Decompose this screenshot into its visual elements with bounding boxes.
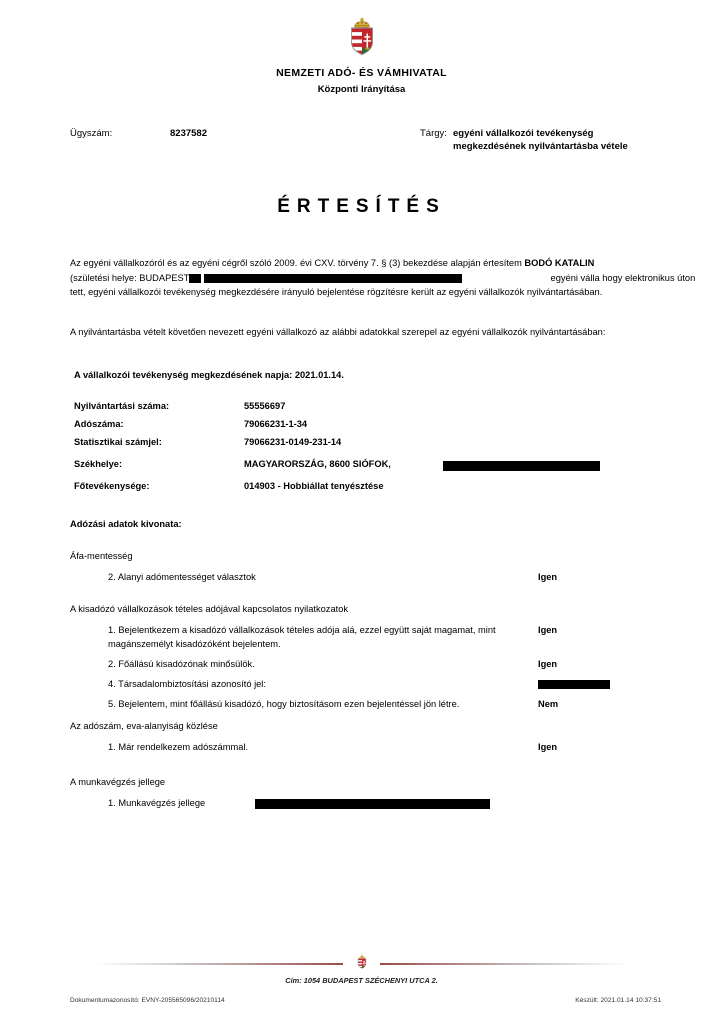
intro-text-part1: Az egyéni vállalkozóról és az egyéni cégről szóló 2009. évi CXV. törvény 7. § (3) bekezdése alapján értesítem <box>70 258 525 268</box>
tax-number-label: Adószáma: <box>74 419 124 429</box>
declaration-item <box>70 740 670 754</box>
organization-name: NEMZETI ADÓ- ÉS VÁMHIVATAL <box>276 67 447 79</box>
group-title-kata: A kisadózó vállalkozások tételes adójával kapcsolatos nyilatkozatok <box>70 604 349 614</box>
declaration-answer: Igen <box>538 659 558 669</box>
declaration-text: 1. Már rendelkezem adószámmal. <box>108 742 249 752</box>
footer-rule-right <box>380 963 628 965</box>
case-number-value: 8237582 <box>170 128 207 139</box>
registration-row-statistical <box>74 437 674 459</box>
declaration-answer: Igen <box>538 572 558 582</box>
intro-paragraph <box>70 256 710 300</box>
main-activity-label: Főtevékenysége: <box>74 481 150 491</box>
declaration-text: 5. Bejelentem, mint főállású kisadózó, hogy biztosításom ezen bejelentéssel jön létre. <box>108 699 460 709</box>
group-title-work-type: A munkavégzés jellege <box>70 777 166 787</box>
subject-value: egyéni vállalkozói tevékenység megkezdésének nyilvántartásba vétele <box>453 128 628 152</box>
redaction-bar-address <box>443 461 600 471</box>
statistical-code-label: Statisztikai számjel: <box>74 437 162 447</box>
declaration-item <box>70 697 670 711</box>
declaration-item <box>70 657 670 671</box>
tax-data-section-title: Adózási adatok kivonata: <box>70 519 182 529</box>
declaration-text: 2. Alanyi adómentességet választok <box>108 572 256 582</box>
declaration-text: 1. Bejelentkezem a kisadózó vállalkozások tételes adója alá, ezzel együtt saját magamat, mint magánszemélyt kisadózóként bejelentem. <box>108 625 496 649</box>
intro-text-part3: hogy elektronikus úton tett, egyéni vállalkozói tevékenység megkezdésére irányuló bejelentése rögzítésre került az egyéni vállalkozók nyilvántartásában. <box>70 272 696 297</box>
footer-rule-left <box>95 963 343 965</box>
registration-row-taxnumber <box>74 419 674 437</box>
hungary-coat-of-arms-icon <box>356 953 368 975</box>
creation-timestamp: Készült: 2021.01.14 10:37:51 <box>575 997 661 1004</box>
registration-intro-paragraph: A nyilvántartásba vételt követően nevezett egyéni vállalkozó az alábbi adatokkal szerepel az egyéni vállalkozók nyilvántartásában: <box>70 327 606 337</box>
group-title-vat: Áfa-mentesség <box>70 551 133 561</box>
declaration-answer: Igen <box>538 625 558 635</box>
declaration-text: 2. Főállású kisadózónak minősülök. <box>108 659 255 669</box>
group-kata-declarations <box>70 602 670 711</box>
entrepreneur-name: BODÓ KATALIN <box>524 258 595 268</box>
redaction-bar-social-security-id <box>538 680 610 689</box>
registration-row-number <box>74 401 674 419</box>
main-activity-value: 014903 - Hobbiállat tenyésztése <box>244 481 384 491</box>
group-work-type <box>70 775 670 810</box>
declaration-text: 1. Munkavégzés jellege <box>108 798 206 808</box>
document-identifier: Dokumentumazonosító: EVNY-205565096/20210114 <box>70 997 225 1004</box>
declaration-item <box>70 623 670 651</box>
registration-row-activity <box>74 481 674 499</box>
redaction-bar-birthplace-short <box>189 274 201 283</box>
declaration-item <box>70 796 670 810</box>
group-title-tax-number: Az adószám, eva-alanyiság közlése <box>70 721 218 731</box>
footer-divider <box>95 962 628 965</box>
footer-address: Cím: 1054 BUDAPEST SZÉCHENYI UTCA 2. <box>285 976 438 985</box>
headquarters-value: MAGYARORSZÁG, 8600 SIÓFOK, <box>244 459 391 469</box>
subject-label: Tárgy: <box>420 128 447 139</box>
hungary-coat-of-arms-icon <box>0 16 723 61</box>
registration-number-label: Nyilvántartási száma: <box>74 401 170 411</box>
tax-number-value: 79066231-1-34 <box>244 419 308 429</box>
redaction-bar-birthplace-long <box>204 274 462 283</box>
declaration-item <box>70 570 670 584</box>
statistical-code-value: 79066231-0149-231-14 <box>244 437 342 447</box>
declaration-answer: Igen <box>538 742 558 752</box>
intro-birthplace-text: (születési helye: BUDAPEST <box>70 272 190 283</box>
organization-department: Központi Irányítása <box>317 84 406 95</box>
registration-number-value: 55556697 <box>244 401 286 411</box>
declaration-answer: Nem <box>538 699 559 709</box>
declaration-item <box>70 677 670 691</box>
document-title: ÉRTESÍTÉS <box>277 196 446 217</box>
activity-start-date: A vállalkozói tevékenység megkezdésének napja: 2021.01.14. <box>74 370 344 380</box>
headquarters-label: Székhelye: <box>74 459 123 469</box>
case-number-label: Ügyszám: <box>70 128 113 139</box>
intro-text-tail: egyéni válla <box>550 272 600 283</box>
registration-row-address <box>74 459 674 481</box>
group-tax-number-notice <box>70 719 670 754</box>
registration-data-list <box>74 401 674 499</box>
document-header <box>0 16 723 96</box>
declaration-text: 4. Társadalombiztosítási azonosító jel: <box>108 679 266 689</box>
redaction-bar-work-type <box>255 799 490 809</box>
group-vat-exemption <box>70 549 670 584</box>
